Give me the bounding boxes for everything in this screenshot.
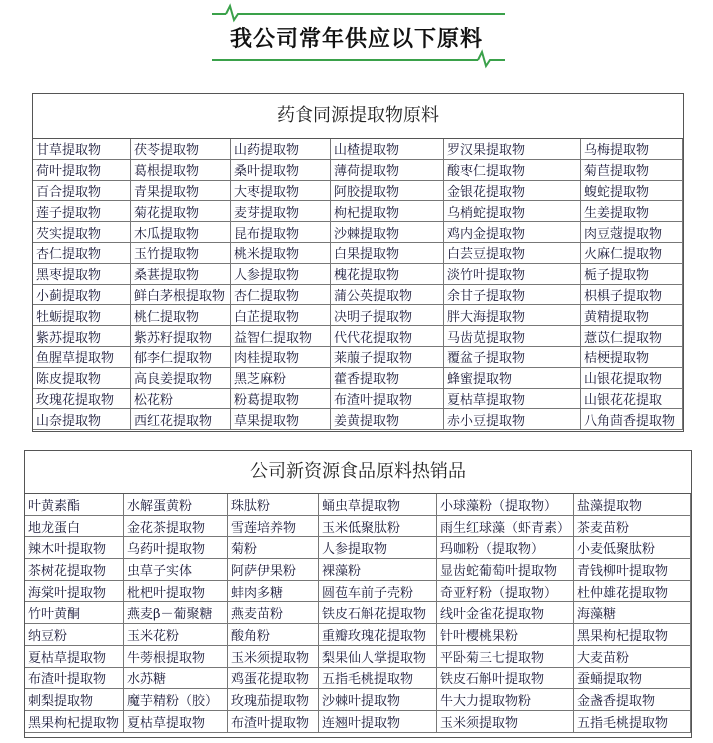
table-cell: 生姜提取物	[581, 201, 683, 222]
table-cell: 余甘子提取物	[444, 285, 581, 306]
table-cell: 人参提取物	[319, 537, 437, 559]
table-cell: 乌梢蛇提取物	[444, 201, 581, 222]
table-cell: 雨生红球藻（虾青素）	[437, 516, 574, 538]
table-cell: 圆苞车前子壳粉	[319, 581, 437, 603]
table-cell: 松花粉	[131, 389, 231, 410]
table-cell: 益智仁提取物	[231, 326, 331, 347]
table-cell: 覆盆子提取物	[444, 347, 581, 368]
table-cell: 玉米须提取物	[228, 646, 319, 668]
table-cell: 连翘叶提取物	[319, 711, 437, 733]
table-cell: 白芸豆提取物	[444, 243, 581, 264]
table-cell: 决明子提取物	[331, 305, 444, 326]
table-cell: 纳豆粉	[25, 624, 124, 646]
table-cell: 鸡内金提取物	[444, 222, 581, 243]
table-cell: 金盏香提取物	[574, 689, 691, 711]
table-cell: 木瓜提取物	[131, 222, 231, 243]
table-cell: 玉米低聚肽粉	[319, 516, 437, 538]
table-cell: 茯苓提取物	[131, 139, 231, 160]
table-cell: 枸杞提取物	[331, 201, 444, 222]
table-cell: 郁李仁提取物	[131, 347, 231, 368]
table-cell: 山楂提取物	[331, 139, 444, 160]
table-cell: 薏苡仁提取物	[581, 326, 683, 347]
table-cell: 辣木叶提取物	[25, 537, 124, 559]
header-pulse-top	[226, 6, 505, 20]
table-cell: 平卧菊三七提取物	[437, 646, 574, 668]
table-cell: 小蓟提取物	[33, 285, 131, 306]
table-cell: 夏枯草提取物	[25, 646, 124, 668]
table-cell: 盐藻提取物	[574, 494, 691, 516]
table-cell: 布渣叶提取物	[331, 389, 444, 410]
table-cell: 五指毛桃提取物	[574, 711, 691, 733]
table-cell: 桃仁提取物	[131, 305, 231, 326]
table-grid	[33, 139, 683, 430]
table-cell: 赤小豆提取物	[444, 409, 581, 430]
table-cell: 白芷提取物	[231, 305, 331, 326]
table-cell: 胖大海提取物	[444, 305, 581, 326]
table-cell: 桔梗提取物	[581, 347, 683, 368]
table-cell: 杏仁提取物	[231, 285, 331, 306]
table-cell: 蚕蛹提取物	[574, 668, 691, 690]
table-cell: 燕麦苗粉	[228, 602, 319, 624]
table-cell: 麦芽提取物	[231, 201, 331, 222]
table-cell: 梨果仙人掌提取物	[319, 646, 437, 668]
table-cell: 竹叶黄酮	[25, 602, 124, 624]
table-cell: 黑芝麻粉	[231, 368, 331, 389]
table-cell: 燕麦β－葡聚糖	[124, 602, 228, 624]
table-cell: 叶黄素酯	[25, 494, 124, 516]
table-cell: 山银花提取物	[581, 368, 683, 389]
table-cell: 牛大力提取物粉	[437, 689, 574, 711]
herbal-extracts-table	[32, 93, 684, 432]
table-cell: 鱼腥草提取物	[33, 347, 131, 368]
table-cell: 高良姜提取物	[131, 368, 231, 389]
table-cell: 黑果枸杞提取物	[574, 624, 691, 646]
table-cell: 显齿蛇葡萄叶提取物	[437, 559, 574, 581]
table-cell: 紫苏提取物	[33, 326, 131, 347]
table-cell: 海棠叶提取物	[25, 581, 124, 603]
table-cell: 牛蒡根提取物	[124, 646, 228, 668]
table-cell: 布渣叶提取物	[228, 711, 319, 733]
table-cell: 荷叶提取物	[33, 160, 131, 181]
table-cell: 山银花花提取	[581, 389, 683, 410]
table-cell: 栀子提取物	[581, 264, 683, 285]
table-cell: 茶树花提取物	[25, 559, 124, 581]
table-cell: 玉米须提取物	[437, 711, 574, 733]
table-cell: 小球藻粉（提取物）	[437, 494, 574, 516]
table-cell: 杏仁提取物	[33, 243, 131, 264]
table-grid	[25, 494, 691, 733]
table-cell: 五指毛桃提取物	[319, 668, 437, 690]
table-cell: 马齿苋提取物	[444, 326, 581, 347]
table-cell: 针叶樱桃果粉	[437, 624, 574, 646]
table-cell: 藿香提取物	[331, 368, 444, 389]
table-cell: 蒲公英提取物	[331, 285, 444, 306]
table-cell: 莱菔子提取物	[331, 347, 444, 368]
table-cell: 玫瑰茄提取物	[228, 689, 319, 711]
table-cell: 玛咖粉（提取物）	[437, 537, 574, 559]
table-cell: 布渣叶提取物	[25, 668, 124, 690]
table-cell: 姜黄提取物	[331, 409, 444, 430]
table-cell: 陈皮提取物	[33, 368, 131, 389]
table-cell: 奇亚籽粉（提取物）	[437, 581, 574, 603]
table-cell: 粉葛提取物	[231, 389, 331, 410]
table-cell: 青钱柳叶提取物	[574, 559, 691, 581]
table-cell: 白果提取物	[331, 243, 444, 264]
table-cell: 小麦低聚肽粉	[574, 537, 691, 559]
table-cell: 虫草子实体	[124, 559, 228, 581]
table-cell: 昆布提取物	[231, 222, 331, 243]
table-cell: 夏枯草提取物	[444, 389, 581, 410]
table-cell: 山奈提取物	[33, 409, 131, 430]
table-cell: 枇杷叶提取物	[124, 581, 228, 603]
table-cell: 雪莲培养物	[228, 516, 319, 538]
table-cell: 乌药叶提取物	[124, 537, 228, 559]
table-cell: 西红花提取物	[131, 409, 231, 430]
table-cell: 沙棘提取物	[331, 222, 444, 243]
table-cell: 重瓣玫瑰花提取物	[319, 624, 437, 646]
table-cell: 阿萨伊果粉	[228, 559, 319, 581]
new-food-materials-table	[24, 450, 692, 738]
table-cell: 金花茶提取物	[124, 516, 228, 538]
table-cell: 火麻仁提取物	[581, 243, 683, 264]
table-cell: 玉竹提取物	[131, 243, 231, 264]
table-cell: 代代花提取物	[331, 326, 444, 347]
table-cell: 大枣提取物	[231, 181, 331, 202]
table-cell: 草果提取物	[231, 409, 331, 430]
table-cell: 黑果枸杞提取物	[25, 711, 124, 733]
table-cell: 水苏糖	[124, 668, 228, 690]
table-cell: 淡竹叶提取物	[444, 264, 581, 285]
table-cell: 牡蛎提取物	[33, 305, 131, 326]
table-title: 公司新资源食品原料热销品	[25, 451, 691, 494]
table-cell: 珠肽粉	[228, 494, 319, 516]
table-cell: 葛根提取物	[131, 160, 231, 181]
header-pulse-bottom	[478, 52, 505, 66]
table-cell: 蝮蛇提取物	[581, 181, 683, 202]
table-cell: 金银花提取物	[444, 181, 581, 202]
table-cell: 阿胶提取物	[331, 181, 444, 202]
table-cell: 桑叶提取物	[231, 160, 331, 181]
table-cell: 鸡蛋花提取物	[228, 668, 319, 690]
table-cell: 甘草提取物	[33, 139, 131, 160]
table-cell: 薄荷提取物	[331, 160, 444, 181]
table-cell: 罗汉果提取物	[444, 139, 581, 160]
table-cell: 八角茴香提取物	[581, 409, 683, 430]
table-cell: 地龙蛋白	[25, 516, 124, 538]
table-cell: 黑枣提取物	[33, 264, 131, 285]
table-cell: 黄精提取物	[581, 305, 683, 326]
table-cell: 菊花提取物	[131, 201, 231, 222]
table-cell: 杜仲雄花提取物	[574, 581, 691, 603]
table-cell: 刺梨提取物	[25, 689, 124, 711]
table-cell: 百合提取物	[33, 181, 131, 202]
table-cell: 肉桂提取物	[231, 347, 331, 368]
table-cell: 裸藻粉	[319, 559, 437, 581]
table-title: 药食同源提取物原料	[33, 94, 683, 139]
table-cell: 菊苣提取物	[581, 160, 683, 181]
table-cell: 铁皮石斛叶提取物	[437, 668, 574, 690]
table-cell: 青果提取物	[131, 181, 231, 202]
table-cell: 枳椇子提取物	[581, 285, 683, 306]
table-cell: 线叶金雀花提取物	[437, 602, 574, 624]
table-cell: 蜂蜜提取物	[444, 368, 581, 389]
table-cell: 山药提取物	[231, 139, 331, 160]
table-cell: 沙棘叶提取物	[319, 689, 437, 711]
page-header	[0, 0, 713, 70]
table-cell: 夏枯草提取物	[124, 711, 228, 733]
table-cell: 莲子提取物	[33, 201, 131, 222]
table-cell: 玫瑰花提取物	[33, 389, 131, 410]
table-cell: 桃米提取物	[231, 243, 331, 264]
table-cell: 酸角粉	[228, 624, 319, 646]
table-cell: 蚌肉多糖	[228, 581, 319, 603]
table-cell: 紫苏籽提取物	[131, 326, 231, 347]
table-cell: 桑葚提取物	[131, 264, 231, 285]
table-cell: 玉米花粉	[124, 624, 228, 646]
table-cell: 槐花提取物	[331, 264, 444, 285]
table-cell: 海藻糖	[574, 602, 691, 624]
table-cell: 乌梅提取物	[581, 139, 683, 160]
table-cell: 鲜白茅根提取物	[131, 285, 231, 306]
table-cell: 大麦苗粉	[574, 646, 691, 668]
table-cell: 铁皮石斛花提取物	[319, 602, 437, 624]
table-cell: 菊粉	[228, 537, 319, 559]
table-cell: 蛹虫草提取物	[319, 494, 437, 516]
page-title: 我公司常年供应以下原料	[229, 27, 483, 52]
table-cell: 酸枣仁提取物	[444, 160, 581, 181]
table-cell: 水解蛋黄粉	[124, 494, 228, 516]
table-cell: 肉豆蔻提取物	[581, 222, 683, 243]
table-cell: 茶麦苗粉	[574, 516, 691, 538]
table-cell: 魔芋精粉（胶）	[124, 689, 228, 711]
table-cell: 人参提取物	[231, 264, 331, 285]
table-cell: 芡实提取物	[33, 222, 131, 243]
